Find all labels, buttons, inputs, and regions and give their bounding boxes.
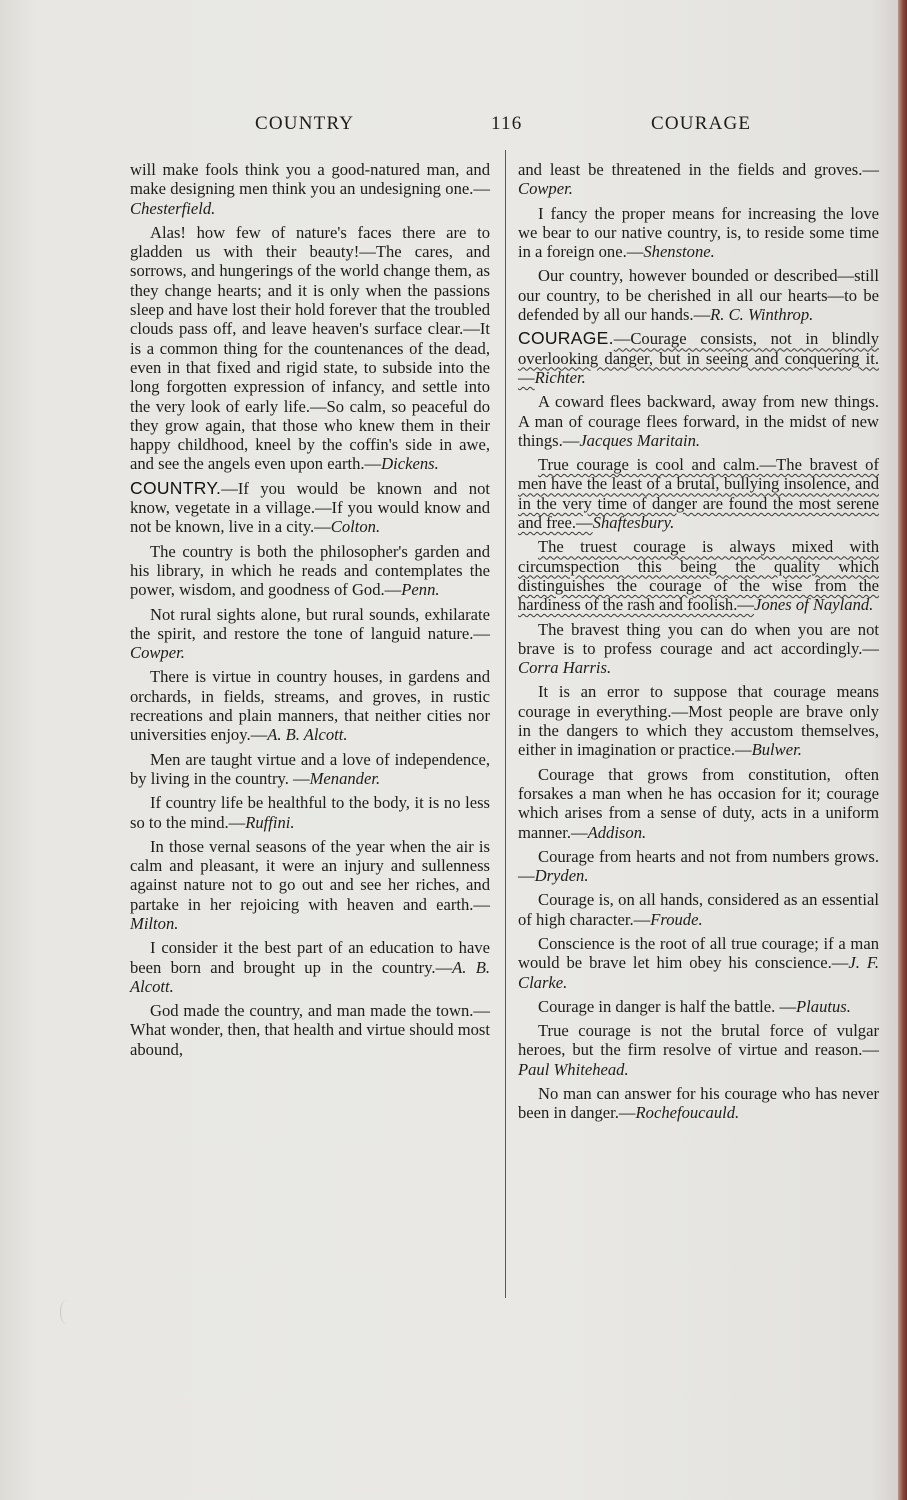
quote-author: Corra Harris. (518, 658, 612, 678)
quote: In those vernal seasons of the year when the air is calm and pleasant, it were an injury and sullenness against nature not to go out and see her riches, and partake in her rejoicing with heaven and earth.—Milton. (130, 836, 490, 933)
quote-author: Addison. (587, 822, 647, 842)
quote-underlined (518, 455, 879, 532)
quote-underlined (518, 537, 879, 614)
right-column (518, 160, 879, 1128)
running-head-left: COUNTRY (255, 113, 355, 134)
quote-author: Paul Whitehead. (518, 1059, 629, 1079)
column-divider (505, 150, 506, 1298)
quote: Courage that grows from constitution, often forsakes a man when he has occasion for it; courage which arises from a sense of duty, acts in a uniform manner.—Addison. (518, 764, 879, 842)
quote: God made the country, and man made the town.—What wonder, then, that health and virtue should most abound, (130, 1001, 490, 1059)
quote: True courage is not the brutal force of vulgar heroes, but the firm resolve of virtue and reason.—Paul Whitehead. (518, 1021, 879, 1079)
handwritten-underline: The truest courage is always mixed with circumspection this being the quality which distinguishes the courage of the wise from the hardiness of the rash and foolish.— (518, 537, 879, 615)
quote-author: Ruffini. (245, 812, 295, 832)
entry-country: COUNTRY.—If you would be known and not know, vegetate in a village.—If you would know and not be known, live in a city.—Colton. (130, 477, 490, 537)
quote: Alas! how few of nature's faces there are to gladden us with their beauty!—The cares, and sorrows, and hungerings of the world change them, as they change hearts; and it is only when the passions sleep and have lost their hold forever that the troubled clouds pass off, and leave heaven's surface clear.—It is a common thing for the countenances of the dead, even in that fixed and rigid state, to subside into the long forgotten expression of infancy, and settle into the very look of early life.—So calm, so peaceful do they grow again, that those who knew them in their happy childhood, kneel by the coffin's side in awe, and see the angels even upon earth.—Dickens. (130, 222, 490, 474)
quote-author: Shenstone. (643, 242, 715, 262)
quote-author: Chesterfield. (130, 198, 216, 218)
quote-author: Cowper. (130, 643, 185, 663)
quote-author: Colton. (330, 517, 381, 537)
quote-author: A. B. Alcott. (130, 957, 490, 996)
quote-author: Jones of Nayland. (753, 595, 874, 615)
quote: I consider it the best part of an education to have been born and brought up in the country.—A. B. Alcott. (130, 938, 490, 996)
quote-author: Plautus. (796, 996, 851, 1016)
entry-courage (518, 329, 879, 387)
quote: Courage in danger is half the battle. —Plautus. (538, 996, 851, 1016)
page-number: 116 (491, 113, 523, 134)
quote-author: A. B. Alcott. (267, 725, 348, 745)
quote: Not rural sights alone, but rural sounds, exhilarate the spirit, and restore the tone of languid nature.—Cowper. (130, 604, 490, 663)
quote-author: Milton. (130, 913, 179, 933)
quote: Conscience is the root of all true courage; if a man would be brave let him obey his conscience.—J. F. Clarke. (518, 933, 879, 992)
book-spine-edge (898, 0, 907, 1500)
quote-author: Dryden. (534, 866, 589, 886)
quote: A coward flees backward, away from new things. A man of courage flees forward, in the midst of new things.—Jacques Maritain. (518, 392, 879, 450)
quote: Men are taught virtue and a love of independence, by living in the country. —Menander. (130, 749, 490, 788)
handwritten-underline: True courage is cool and calm.—The bravest of men have the least of a brutal, bullying insolence, and in the very time of danger are found the most serene and free.— (518, 455, 879, 533)
quote-author: Jacques Maritain. (579, 430, 701, 450)
quote: There is virtue in country houses, in gardens and orchards, in fields, streams, and groves, in rustic recreations and plain manners, that neither cities nor universities enjoy.—A. B. Alcott. (130, 667, 490, 745)
quote-author: Shaftesbury. (592, 513, 675, 533)
quote: will make fools think you a good-natured man, and make designing men think you an undesigning one.—Chesterfield. (130, 160, 490, 218)
entry-keyword: COUNTRY. (130, 477, 222, 498)
quote-author: Bulwer. (751, 740, 802, 760)
quote-author: Froude. (650, 909, 703, 929)
quote: No man can answer for his courage who has never been in danger.—Rochefoucauld. (518, 1084, 879, 1123)
handwritten-underline: —Courage consists, not in blindly overlooking danger, but in seeing and conquering it.— (518, 329, 879, 387)
quote: Courage from hearts and not from numbers grows.—Dryden. (518, 846, 879, 886)
quote: It is an error to suppose that courage means courage in everything.—Most people are brave only in the dangers to which they accustom themselves, either in imagination or practice.—Bulwer. (518, 682, 879, 760)
quote: Courage is, on all hands, considered as an essential of high character.—Froude. (518, 890, 879, 929)
page-smudge (60, 1300, 73, 1324)
quote: and least be threatened in the fields and groves.—Cowper. (518, 160, 879, 199)
quote: Our country, however bounded or described—still our country, to be cherished in all our hearts—to be defended by all our hands.—R. C. Winthrop. (518, 266, 879, 325)
quote-author: Penn. (401, 580, 440, 600)
quote: The bravest thing you can do when you are not brave is to profess courage and act accordingly.—Corra Harris. (518, 619, 879, 678)
quote-author: R. C. Winthrop. (710, 305, 814, 325)
quote-author: Dickens. (381, 454, 439, 474)
quote: The country is both the philosopher's garden and his library, in which he reads and contemplates the power, wisdom, and goodness of God.—Penn. (130, 541, 490, 600)
quote-author: Menander. (309, 768, 381, 788)
left-column (130, 160, 490, 1064)
running-head-right: COURAGE (651, 113, 752, 134)
quote: If country life be healthful to the body, it is no less so to the mind.—Ruffini. (130, 793, 490, 832)
quote: I fancy the proper means for increasing the love we bear to our native country, is, to reside some time in a foreign one.—Shenstone. (518, 203, 879, 262)
quote-author: J. F. Clarke. (518, 953, 879, 992)
quote-author: Cowper. (518, 179, 573, 199)
entry-keyword: COURAGE. (518, 328, 614, 349)
running-head (0, 113, 900, 137)
quote-author: Rochefoucauld. (635, 1103, 740, 1123)
quote-author: Richter. (534, 367, 586, 387)
